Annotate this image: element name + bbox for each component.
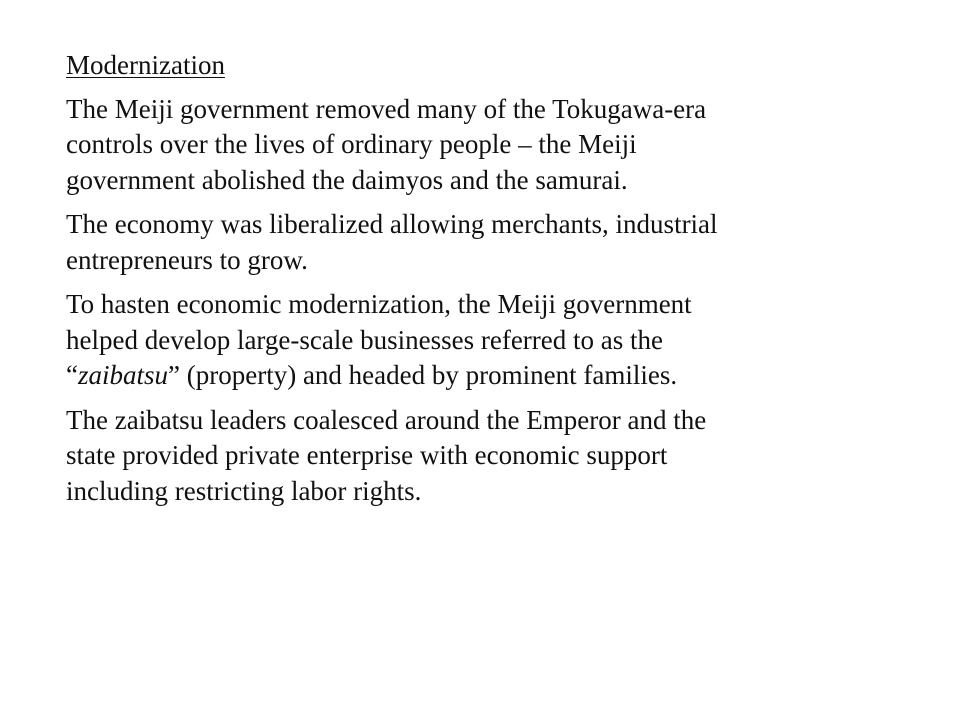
slide-heading: Modernization <box>66 50 225 80</box>
paragraph-line: To hasten economic modernization, the Meiji government <box>66 289 692 319</box>
paragraph-line: controls over the lives of ordinary people – the Meiji <box>66 129 637 159</box>
paragraph-zaibatsu-leaders <box>66 403 866 510</box>
paragraph-economy-liberalized <box>66 207 866 278</box>
paragraph-line: The zaibatsu leaders coalesced around the Emperor and the <box>66 404 707 435</box>
paragraph-line: The economy was liberalized allowing merchants, industrial <box>66 209 718 239</box>
paragraph-line: entrepreneurs to grow. <box>66 244 308 275</box>
line-rest: ” (property) and headed by prominent families. <box>168 360 678 390</box>
slide-content <box>66 48 866 518</box>
paragraph-zaibatsu-businesses <box>66 287 866 394</box>
paragraph-line: state provided private enterprise with economic support <box>66 440 668 470</box>
paragraph-tokugawa-controls <box>66 92 866 199</box>
open-quote: “ <box>66 360 78 390</box>
paragraph-line: government abolished the daimyos and the samurai. <box>66 164 628 195</box>
paragraph-line-with-term <box>66 358 866 394</box>
paragraph-line: The Meiji government removed many of the Tokugawa-era <box>66 93 707 124</box>
paragraph-line: helped develop large-scale businesses referred to as the <box>66 324 664 355</box>
paragraph-line: including restricting labor rights. <box>66 475 422 506</box>
zaibatsu-term: zaibatsu <box>77 360 169 390</box>
